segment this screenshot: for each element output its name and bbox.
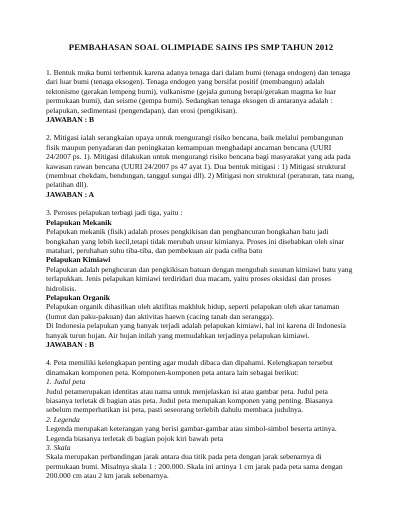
question-2: [46, 133, 356, 199]
question-2-answer: JAWABAN : A: [46, 189, 95, 199]
question-1: [46, 68, 356, 124]
question-4: [46, 358, 356, 480]
question-1-answer: JAWABAN : B: [46, 115, 95, 125]
question-4-intro: 4. Peta memiliki kelengkapan penting agar mudah dibaca dan dipahami. Kelengkapan tersebut dinamakan komponen peta. Komponen-komponen peta antara lain sebagai berikut:: [46, 358, 333, 377]
question-3-answer: JAWABAN : B: [46, 339, 95, 349]
question-3-intro: 3. Peroses pelapukan terbagi jadi tiga, yaitu :: [46, 208, 183, 218]
page-title: PEMBAHASAN SOAL OLIMPIADE SAINS IPS SMP TAHUN 2012: [68, 42, 334, 52]
indonesia-weathering-text: Di Indonesia pelapukan yang banyak terjadi adalah pelapukan kimiawi, hal ini karena di Indonesia hanyak turun hujan. Air hujan inilah yang memudahkan terjadinya pelapukan kimiawi.: [46, 321, 346, 340]
map-title-text: Judul petamerupakan identitas atau nama untuk menjelaskan isi atau gambar peta. Judul peta biasanya terletak di bagian atas peta. Judul peta merupakan komponen yang penting. Biasanya sebelum memperhatikan isi peta, pasti seseorang terlebih dahulu membaca judulnya.: [46, 386, 333, 415]
chemical-weathering-text: Pelapukan adalah penghcuran dan pengkikisan batuan dengan mengubah susunan kimiawi batu yang terlapukkan. Jenis pelapukan kimiawi terdiridari dua macam, yaitu proses oksidasi dan proses hidrolisis.: [46, 264, 353, 293]
scale-item: 3. Skala: [46, 443, 71, 453]
map-title-item: 1. Judul peta: [46, 377, 86, 387]
organic-weathering-text: Pelapukan organik dihasilkan oleh aktifitas makhluk hidup, seperti pelapukan oleh akar tanaman (lumut dan paku-pakuan) dan aktivitas haewn (cacing tanah dan serangga).: [46, 302, 340, 321]
mechanical-weathering-heading: Pelapukan Mekanik: [46, 217, 112, 227]
legend-item: 2. Legenda: [46, 414, 80, 424]
mechanical-weathering-text: Pelapukan mekanik (fisik) adalah proses pengkikisan dan penghancuran bongkahan batu jadi bongkahan yang lebih kecil,tetapi tidak merubah unsur kimianya. Proses ini disebabkan oleh sinar matahari, peruhahan suhu tiba-tiba, dan pembekuan air pada celha batu: [46, 227, 345, 255]
question-3: [46, 208, 356, 349]
scale-text: Skala merupakan perbandingan jarak antara dua titik pada peta dengan jarak sebenarnya di permukaan bumi. Misalnya skala 1 : 200.000. Skala ini artinya 1 cm jarak pada peta sama dengan 200.000 cm atau 2 km jarak sebenarnya.: [46, 452, 343, 481]
organic-weathering-heading: Pelapukan Organik: [46, 292, 110, 302]
question-2-text: 2. Mitigasi ialah serangkaian upaya untuk mengurangi risiko bencana, baik melalui pembangunan fisik maupun penyadaran dan peningkatan kemampuan menghadapi ancaman bencana (UURI 24/2007 ps. 1). Mitigasi dilakukan untuk mengurangi risiko bencana bagi masyarakat yang ada pada kawasan rawan bencana (UURI 24/2007 ps 47 ayat 1). Dua bentuk mitigasi : 1) Mitigasi struktural (membuat chekdam, bendungan, tanggul sungai dll). 2) Mitigasi non struktural (peraturan, tata ruang, pelatihan dll).: [46, 133, 355, 190]
chemical-weathering-heading: Pelapukan Kimiawi: [46, 255, 111, 265]
question-1-text: 1. Bentuk muka bumi terbentuk karena adanya tenaga dari dalam bumi (tenaga endogen) dan tenaga dari luar bumi (tenaga eksogen). Tenaga endogen yang bersifat positif (membangun) adalah tektonisme (gerakan lempeng bumi), vulkanisme (gejala gunung berapi/gerakan magma ke luar permukaan bumi), dan seisme (gempa bumi). Sedangkan tenaga eksogen di antaranya adalah : pelapukan, sedimentasi (pengendapan), dan erosi (pengikisan).: [46, 68, 351, 115]
legend-text: Legenda merupakan keterangan yang berisi gambar-gambar atau simbol-simbol beserta artinya. Legenda biasanya terletak di bagian pojok kiri bawah peta: [46, 424, 337, 443]
